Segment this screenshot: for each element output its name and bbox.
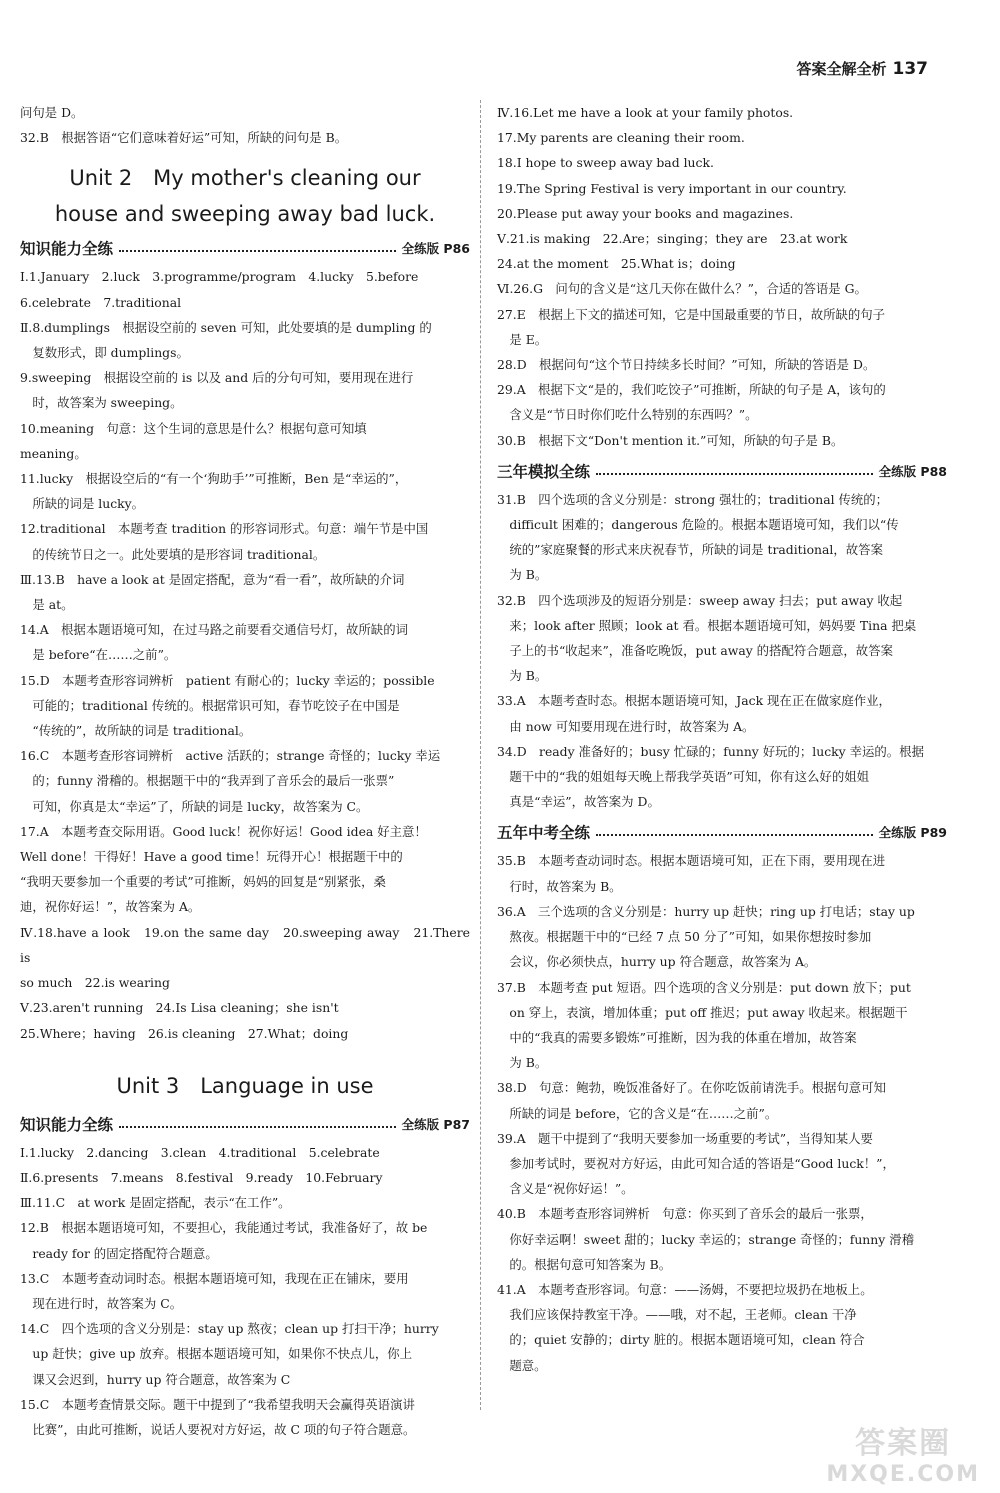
answer-line: up 赶快；give up 放弃。根据本题语境可知，如果你不快点儿，你上 bbox=[20, 1346, 413, 1362]
answer-line: 32.B 根据答语“它们意味着好运”可知，所缺的问句是 B。 bbox=[20, 130, 348, 146]
answer-line: 25.Where；having 26.is cleaning 27.What；doing bbox=[20, 1025, 349, 1041]
answer-line: 可知，你真是太“幸运”了，所缺的词是 lucky，故答案为 C。 bbox=[20, 798, 369, 814]
answer-line: 40.B 本题考查形容词辨析 句意：你买到了音乐会的最后一张票， bbox=[497, 1206, 873, 1222]
section-page-ref: 全练版 P86 bbox=[401, 241, 470, 257]
answer-line: on 穿上，表演，增加体重；put off 推迟；put away 收起来。根据题干 bbox=[497, 1004, 908, 1020]
answer-line: 39.A 题干中提到了“我明天要参加一场重要的考试”，当得知某人要 bbox=[497, 1130, 873, 1146]
answer-line: 28.D 根据问句“这个节日持续多长时间？”可知，所缺的答语是 D。 bbox=[497, 357, 876, 373]
header-title: 答案全解全析 bbox=[796, 60, 887, 78]
answer-line: Ⅳ.18.have a look 19.on the same day 20.sweeping away 21.There is bbox=[20, 924, 474, 965]
watermark bbox=[826, 1418, 980, 1487]
section-header bbox=[497, 455, 947, 487]
answer-line: 题干中的“我的姐姐每天晚上帮我学英语”可知，你有这么好的姐姐 bbox=[497, 769, 869, 785]
answer-line: Ⅰ.1.lucky 2.dancing 3.clean 4.traditional 5.celebrate bbox=[20, 1144, 380, 1160]
answer-line: 是 at。 bbox=[20, 597, 74, 613]
unit-title: house and sweeping away bad luck. bbox=[54, 202, 436, 227]
answer-line: 问句是 D。 bbox=[20, 105, 84, 120]
answer-line: 20.Please put away your books and magazines. bbox=[497, 205, 794, 221]
answer-line: 来；look after 照顾；look at 看。根据本题语境可知，妈妈要 Tina 把桌 bbox=[497, 617, 917, 633]
answer-line: 17.My parents are cleaning their room. bbox=[497, 130, 745, 146]
answer-line: 课又会迟到，hurry up 符合题意，故答案为 C bbox=[20, 1371, 291, 1387]
answer-line: 中的“我真的需要多锻炼”可推断，因为我的体重在增加，故答案 bbox=[497, 1029, 857, 1045]
answer-line: 37.B 本题考查 put 短语。四个选项的含义分别是：put down 放下；put bbox=[497, 979, 911, 995]
answer-line: 33.A 本题考查时态。根据本题语境可知，Jack 现在正在做家庭作业， bbox=[497, 693, 891, 709]
watermark-url: MXQE.COM bbox=[826, 1462, 980, 1487]
answer-line: 10.meaning 句意：这个生词的意思是什么？根据句意可知填 bbox=[20, 420, 367, 436]
section-header bbox=[497, 816, 947, 848]
answer-line: 含义是“祝你好运！”。 bbox=[497, 1181, 634, 1197]
answer-line: 时，故答案为 sweeping。 bbox=[20, 395, 183, 411]
answer-line: Ⅴ.21.is making 22.Are；singing；they are 23.at work bbox=[497, 231, 848, 247]
answer-line: 34.D ready 准备好的；busy 忙碌的；funny 好玩的；lucky 幸运的。根据 bbox=[497, 743, 924, 759]
answer-line: 14.A 根据本题语境可知，在过马路之前要看交通信号灯，故所缺的词 bbox=[20, 622, 408, 638]
answer-line: 所缺的词是 lucky。 bbox=[20, 496, 145, 512]
section-page-ref: 全练版 P87 bbox=[401, 1116, 470, 1132]
answer-line: 所缺的词是 before，它的含义是“在……之前”。 bbox=[497, 1105, 778, 1121]
answer-line: 14.C 四个选项的含义分别是：stay up 熬夜；clean up 打扫干净；hurry bbox=[20, 1321, 439, 1337]
answer-line: 30.B 根据下文“Don't mention it.”可知，所缺的句子是 B。 bbox=[497, 432, 844, 448]
answer-line: 17.A 本题考查交际用语。Good luck！祝你好运！Good idea 好主意！ bbox=[20, 823, 427, 839]
answer-line: 含义是“节日时你们吃什么特别的东西吗？”。 bbox=[497, 407, 758, 423]
answer-line: 16.C 本题考查形容词辨析 active 活跃的；strange 奇怪的；lucky 幸运 bbox=[20, 748, 441, 764]
answer-line: 19.The Spring Festival is very important in our country. bbox=[497, 180, 847, 196]
answer-line: 31.B 四个选项的含义分别是：strong 强壮的；traditional 传统的； bbox=[497, 491, 889, 507]
answer-line: 的传统节日之一。此处要填的是形容词 traditional。 bbox=[20, 546, 326, 562]
answer-line: 统的”家庭聚餐的形式来庆祝春节，所缺的词是 traditional，故答案 bbox=[497, 542, 883, 558]
answer-line: Ⅱ.6.presents 7.means 8.festival 9.ready 10.February bbox=[20, 1169, 383, 1185]
answer-line: difficult 困难的；dangerous 危险的。根据本题语境可知，我们以“传 bbox=[497, 517, 899, 533]
answer-line: ready for 的固定搭配符合题意。 bbox=[20, 1245, 218, 1261]
answer-line: 由 now 可知要用现在进行时，故答案为 A。 bbox=[497, 718, 755, 734]
answer-line: 35.B 本题考查动词时态。根据本题语境可知，正在下雨，要用现在进 bbox=[497, 853, 886, 869]
section-page-ref: 全练版 P89 bbox=[878, 825, 947, 841]
column-divider bbox=[480, 100, 481, 1410]
leader-dots bbox=[596, 834, 873, 836]
answer-line: 你好幸运啊！sweet 甜的；lucky 幸运的；strange 奇怪的；funny 滑稽 bbox=[497, 1231, 914, 1247]
answer-line: 比赛”，由此可推断，说话人要祝对方好运，故 C 项的句子符合题意。 bbox=[20, 1421, 416, 1437]
answer-line: 子上的书“收起来”，准备吃晚饭，put away 的搭配符合题意，故答案 bbox=[497, 643, 893, 659]
answer-line: 是 E。 bbox=[497, 331, 548, 347]
answer-line: 9.sweeping 根据设空前的 is 以及 and 后的分句可知，要用现在进行 bbox=[20, 370, 414, 386]
answer-line: 我们应该保持教室干净。——哦，对不起，王老师。clean 干净 bbox=[497, 1307, 857, 1323]
unit-title: Unit 2 My mother's cleaning our bbox=[69, 166, 421, 191]
answer-line: Ⅲ.11.C at work 是固定搭配，表示“在工作”。 bbox=[20, 1195, 291, 1211]
left-column bbox=[20, 100, 474, 1442]
section-header bbox=[20, 1108, 470, 1140]
answer-line: Ⅰ.1.January 2.luck 3.programme/program 4.lucky 5.before bbox=[20, 269, 419, 285]
answer-line: 现在进行时，故答案为 C。 bbox=[20, 1295, 183, 1311]
answer-line: 41.A 本题考查形容词。句意：——汤姆，不要把垃圾扔在地板上。 bbox=[497, 1281, 873, 1297]
answer-line: Ⅲ.13.B have a look at 是固定搭配，意为“看一看”，故所缺的介词 bbox=[20, 571, 405, 587]
section-page-ref: 全练版 P88 bbox=[878, 463, 947, 479]
answer-line: 15.D 本题考查形容词辨析 patient 有耐心的；lucky 幸运的；possible bbox=[20, 672, 435, 688]
answer-line: 38.D 句意：鲍勃，晚饭准备好了。在你吃饭前请洗手。根据句意可知 bbox=[497, 1080, 886, 1096]
leader-dots bbox=[596, 473, 873, 475]
spacer bbox=[20, 1046, 470, 1068]
right-column bbox=[497, 100, 947, 1378]
answer-line: 29.A 根据下文“是的，我们吃饺子”可推断，所缺的句子是 A，该句的 bbox=[497, 382, 886, 398]
answer-line: “传统的”，故所缺的词是 traditional。 bbox=[20, 723, 252, 739]
page-header bbox=[796, 58, 928, 79]
answer-line: meaning。 bbox=[20, 445, 87, 461]
answer-line: so much 22.is wearing bbox=[20, 975, 170, 991]
answer-line: Ⅳ.16.Let me have a look at your family photos. bbox=[497, 105, 794, 120]
answer-line: Ⅱ.8.dumplings 根据设空前的 seven 可知，此处要填的是 dumpling 的 bbox=[20, 319, 432, 335]
leader-dots bbox=[119, 1126, 396, 1128]
answer-line: 参加考试时，要祝对方好运，由此可知合适的答语是“Good luck！”， bbox=[497, 1155, 895, 1171]
answer-line: 会议，你必须快点，hurry up 符合题意，故答案为 A。 bbox=[497, 954, 817, 970]
section-name: 三年模拟全练 bbox=[497, 462, 591, 481]
answer-line: 18.I hope to sweep away bad luck. bbox=[497, 155, 714, 171]
answer-line: 12.B 根据本题语境可知，不要担心，我能通过考试，我准备好了，故 be bbox=[20, 1220, 428, 1236]
answer-line: 36.A 三个选项的含义分别是：hurry up 赶快；ring up 打电话；stay up bbox=[497, 903, 915, 919]
answer-line: 15.C 本题考查情景交际。题干中提到了“我希望我明天会赢得英语演讲 bbox=[20, 1396, 415, 1412]
answer-line: 的；funny 滑稽的。根据题干中的“我弄到了音乐会的最后一张票” bbox=[20, 773, 395, 789]
unit-title: Unit 3 Language in use bbox=[116, 1073, 374, 1098]
answer-line: Ⅴ.23.aren't running 24.Is Lisa cleaning；she isn't bbox=[20, 1000, 339, 1016]
answer-line: 行时，故答案为 B。 bbox=[497, 878, 622, 894]
answer-line: 的。根据句意可知答案为 B。 bbox=[497, 1256, 672, 1272]
answer-line: 题意。 bbox=[497, 1357, 547, 1373]
answer-line: Well done！干得好！Have a good time！玩得开心！根据题干中的 bbox=[20, 849, 403, 865]
answer-line: 6.celebrate 7.traditional bbox=[20, 294, 182, 310]
answer-line: 复数形式，即 dumplings。 bbox=[20, 345, 189, 361]
answer-line: 11.lucky 根据设空后的“有一个‘狗助手’”可推断，Ben 是“幸运的”， bbox=[20, 471, 408, 487]
answer-line: 为 B。 bbox=[497, 1055, 548, 1071]
section-name: 知识能力全练 bbox=[20, 240, 114, 259]
answer-line: 13.C 本题考查动词时态。根据本题语境可知，我现在正在铺床，要用 bbox=[20, 1270, 409, 1286]
section-name: 五年中考全练 bbox=[497, 824, 591, 843]
answer-line: 12.traditional 本题考查 tradition 的形容词形式。句意：端午节是中国 bbox=[20, 521, 429, 537]
page-number: 137 bbox=[892, 59, 928, 79]
answer-line: 熬夜。根据题干中的“已经 7 点 50 分了”可知，如果你想按时参加 bbox=[497, 929, 872, 945]
answer-line: 真是“幸运”，故答案为 D。 bbox=[497, 794, 660, 810]
answer-line: 的；quiet 安静的；dirty 脏的。根据本题语境可知，clean 符合 bbox=[497, 1332, 865, 1348]
answer-line: 24.at the moment 25.What is；doing bbox=[497, 256, 736, 272]
answer-line: 为 B。 bbox=[497, 567, 548, 583]
answer-line: 可能的；traditional 传统的。根据常识可知，春节吃饺子在中国是 bbox=[20, 697, 400, 713]
answer-line: 为 B。 bbox=[497, 668, 548, 684]
section-name: 知识能力全练 bbox=[20, 1115, 114, 1134]
answer-line: 迪，祝你好运！”，故答案为 A。 bbox=[20, 899, 201, 915]
section-header bbox=[20, 232, 470, 264]
answer-line: 32.B 四个选项涉及的短语分别是：sweep away 扫去；put away 收起 bbox=[497, 592, 903, 608]
answer-line: 27.E 根据上下文的描述可知，它是中国最重要的节日，故所缺的句子 bbox=[497, 306, 886, 322]
answer-line: Ⅵ.26.G 问句的含义是“这几天你在做什么？”，合适的答语是 G。 bbox=[497, 281, 867, 297]
answer-line: “我明天要参加一个重要的考试”可推断，妈妈的回复是“别紧张，桑 bbox=[20, 874, 386, 890]
spacer bbox=[20, 150, 470, 160]
leader-dots bbox=[119, 250, 396, 252]
watermark-logo-text: 答案圈 bbox=[855, 1426, 952, 1461]
answer-line: 是 before“在……之前”。 bbox=[20, 647, 177, 663]
